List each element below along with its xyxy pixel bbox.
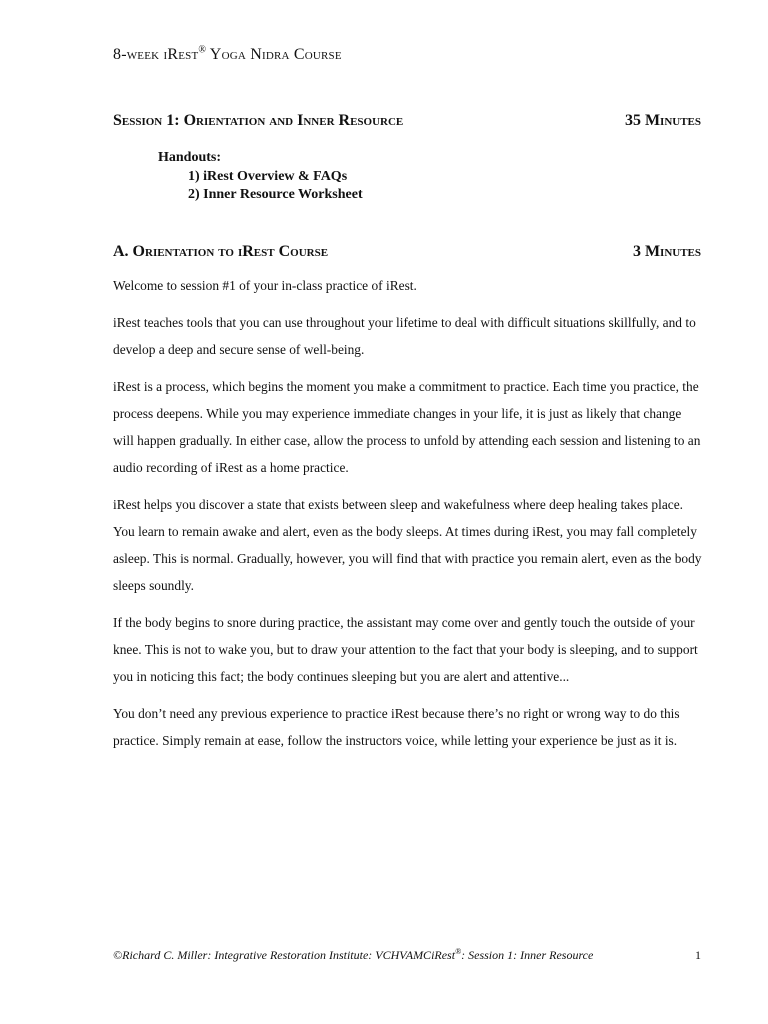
- course-title-rest: Yoga Nidra Course: [206, 46, 342, 63]
- handouts-block: [158, 149, 363, 205]
- footer-registered-mark: ®: [455, 947, 462, 956]
- handout-item: 2) Inner Resource Worksheet: [188, 187, 363, 202]
- session-heading: [113, 112, 701, 130]
- body-text: [113, 272, 703, 764]
- paragraph: You don’t need any previous experience to practice iRest because there’s no right or wrong way to do this practice. Simply remain at ease, follow the instructors voice, while letting your experience be just as it is.: [113, 706, 680, 748]
- footer-text: ©Richard C. Miller: Integrative Restoration Institute: VCHVAMCiRest: [113, 948, 456, 962]
- page-number: 1: [695, 948, 701, 962]
- paragraph: If the body begins to snore during practice, the assistant may come over and gently touch the outside of your knee. This is not to wake you, but to draw your attention to the fact that your body is sleeping, and to support you in noticing this fact; the body continues sleeping but you are alert and attentive...: [113, 615, 698, 684]
- section-a-duration: 3 Minutes: [632, 243, 701, 260]
- paragraph: Welcome to session #1 of your in-class practice of iRest.: [113, 278, 417, 293]
- page-footer: [113, 948, 701, 963]
- registered-mark: ®: [198, 44, 207, 56]
- paragraph: iRest teaches tools that you can use throughout your lifetime to deal with difficult situations skillfully, and to develop a deep and secure sense of well-being.: [113, 315, 696, 357]
- course-title-text: 8-week iRest: [113, 46, 199, 63]
- paragraph: iRest helps you discover a state that exists between sleep and wakefulness where deep healing takes place. You learn to remain awake and alert, even as the body sleeps. At times during iRest, you may fall completely asleep. This is normal. Gradually, however, you will find that with practice you remain alert, even as the body sleeps soundly.: [113, 497, 702, 593]
- paragraph: iRest is a process, which begins the moment you make a commitment to practice. Each time you practice, the process deepens. While you may experience immediate changes in your life, it is just as likely that change will happen gradually. In either case, allow the process to unfold by attending each session and listening to an audio recording of iRest as a home practice.: [113, 379, 701, 475]
- section-a-title: A. Orientation to iRest Course: [113, 243, 329, 260]
- handout-item: 1) iRest Overview & FAQs: [188, 168, 348, 184]
- session-title: Session 1: Orientation and Inner Resource: [113, 112, 404, 129]
- session-duration: 35 Minutes: [624, 112, 701, 129]
- handouts-label: Handouts:: [158, 150, 222, 165]
- course-title: [113, 46, 342, 64]
- section-a-heading: [113, 243, 701, 261]
- footer-text-rest: : Session 1: Inner Resource: [461, 948, 594, 962]
- footer-citation: [113, 948, 593, 963]
